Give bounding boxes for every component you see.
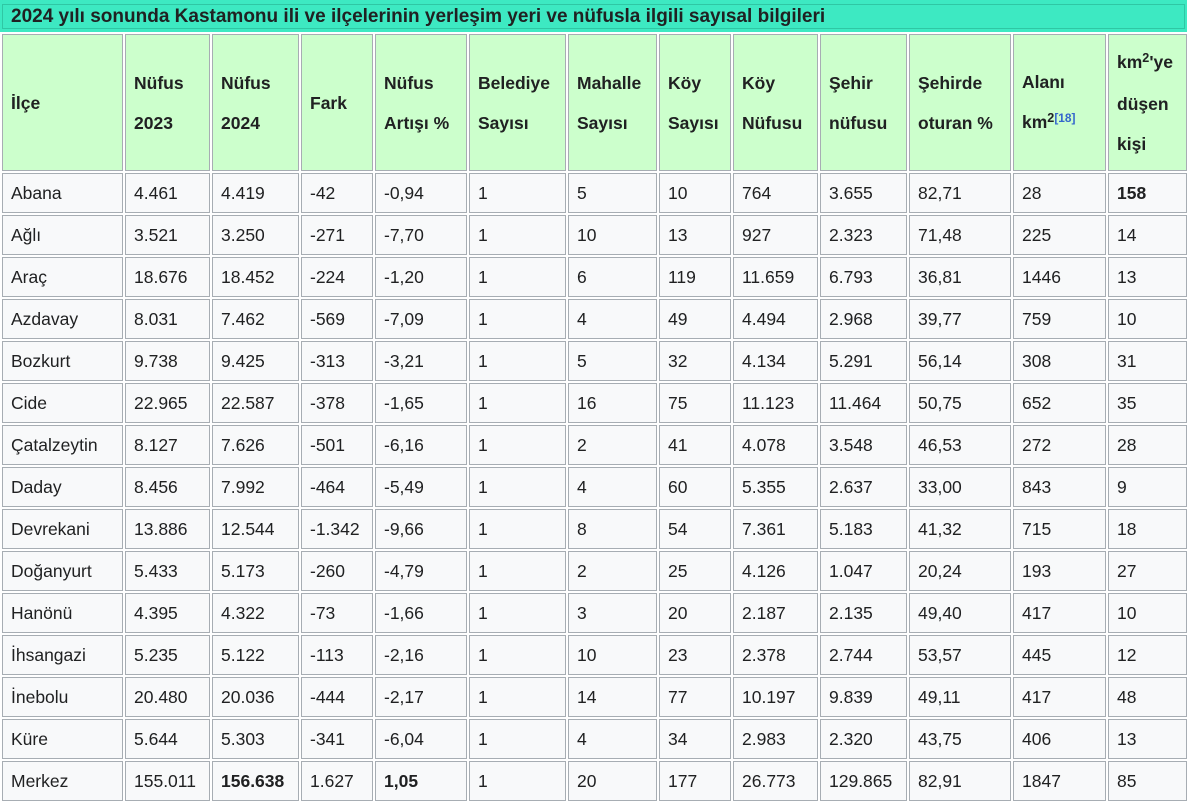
data-cell: -9,66 [375, 509, 467, 549]
data-cell: 6.793 [820, 257, 907, 297]
data-cell: 14 [568, 677, 657, 717]
data-cell: 7.992 [212, 467, 299, 507]
data-cell: 5.122 [212, 635, 299, 675]
data-cell: 10.197 [733, 677, 818, 717]
column-header-koy-sayisi [659, 34, 731, 171]
data-cell: 20.480 [125, 677, 210, 717]
data-cell: 2.320 [820, 719, 907, 759]
data-cell: 71,48 [909, 215, 1011, 255]
data-cell: 2.637 [820, 467, 907, 507]
data-cell: -569 [301, 299, 373, 339]
data-cell: 155.011 [125, 761, 210, 801]
header-line: Nüfus [221, 72, 271, 93]
data-cell: 20 [568, 761, 657, 801]
data-cell: 1 [469, 719, 566, 759]
table-row [2, 425, 1187, 465]
district-name-cell: Devrekani [2, 509, 123, 549]
data-cell: 1 [469, 383, 566, 423]
data-cell: 1 [469, 173, 566, 213]
data-cell: 10 [1108, 299, 1187, 339]
data-cell: 25 [659, 551, 731, 591]
data-cell: 23 [659, 635, 731, 675]
data-cell: -5,49 [375, 467, 467, 507]
data-cell: 272 [1013, 425, 1106, 465]
column-header-km2ye-dusen-kisi [1108, 34, 1187, 171]
data-cell: 77 [659, 677, 731, 717]
data-cell: 3.655 [820, 173, 907, 213]
data-cell: 53,57 [909, 635, 1011, 675]
header-line: Köy [668, 72, 702, 93]
district-name-cell: İnebolu [2, 677, 123, 717]
table-row [2, 677, 1187, 717]
data-cell: 10 [659, 173, 731, 213]
district-name-cell: Hanönü [2, 593, 123, 633]
data-cell: 10 [568, 215, 657, 255]
header-line: 2024 [221, 112, 260, 133]
data-cell: 28 [1013, 173, 1106, 213]
data-cell: 5 [568, 341, 657, 381]
header-line: Köy [742, 72, 776, 93]
column-header-mahalle-sayisi [568, 34, 657, 171]
data-cell: 10 [1108, 593, 1187, 633]
data-cell: 715 [1013, 509, 1106, 549]
data-cell: 2.187 [733, 593, 818, 633]
data-cell: 417 [1013, 593, 1106, 633]
data-cell: 34 [659, 719, 731, 759]
data-cell: 75 [659, 383, 731, 423]
column-header-alani-km2 [1013, 34, 1106, 171]
data-cell: 13.886 [125, 509, 210, 549]
data-cell: 18.676 [125, 257, 210, 297]
data-cell: 49,40 [909, 593, 1011, 633]
districts-table [0, 32, 1187, 801]
data-cell: 82,91 [909, 761, 1011, 801]
data-cell: 2 [568, 551, 657, 591]
column-header-nufus-2024 [212, 34, 299, 171]
data-cell: 2.135 [820, 593, 907, 633]
data-cell: 4.419 [212, 173, 299, 213]
data-cell: -378 [301, 383, 373, 423]
district-name-cell: Doğanyurt [2, 551, 123, 591]
data-cell: -2,17 [375, 677, 467, 717]
data-cell: 158 [1108, 173, 1187, 213]
data-cell: 764 [733, 173, 818, 213]
data-cell: -464 [301, 467, 373, 507]
column-header-ilce [2, 34, 123, 171]
data-cell: 18.452 [212, 257, 299, 297]
data-cell: 2 [568, 425, 657, 465]
header-line: Artışı % [384, 112, 450, 133]
district-name-cell: Cide [2, 383, 123, 423]
data-cell: 445 [1013, 635, 1106, 675]
data-cell: 6 [568, 257, 657, 297]
data-cell: 11.123 [733, 383, 818, 423]
table-body [2, 173, 1187, 801]
header-line: oturan % [918, 112, 993, 133]
data-cell: 4 [568, 719, 657, 759]
data-cell: 39,77 [909, 299, 1011, 339]
column-header-nufus-2023 [125, 34, 210, 171]
data-cell: 4 [568, 299, 657, 339]
district-name-cell: Bozkurt [2, 341, 123, 381]
data-cell: 56,14 [909, 341, 1011, 381]
data-cell: 13 [659, 215, 731, 255]
data-cell: 7.462 [212, 299, 299, 339]
header-line: 2023 [134, 112, 173, 133]
header-line: İlçe [11, 92, 41, 113]
data-cell: 4.461 [125, 173, 210, 213]
header-line: Sayısı [577, 112, 628, 133]
data-cell: 49,11 [909, 677, 1011, 717]
data-cell: 35 [1108, 383, 1187, 423]
data-cell: 9.839 [820, 677, 907, 717]
data-cell: 1.627 [301, 761, 373, 801]
data-cell: 652 [1013, 383, 1106, 423]
data-cell: 12.544 [212, 509, 299, 549]
data-cell: 20.036 [212, 677, 299, 717]
header-line: Nüfus [384, 72, 434, 93]
data-cell: 2.744 [820, 635, 907, 675]
data-cell: 32 [659, 341, 731, 381]
data-cell: 1,05 [375, 761, 467, 801]
table-row [2, 719, 1187, 759]
data-cell: -313 [301, 341, 373, 381]
data-cell: 41 [659, 425, 731, 465]
data-cell: 193 [1013, 551, 1106, 591]
header-row [2, 34, 1187, 171]
data-cell: 1.047 [820, 551, 907, 591]
data-cell: 20,24 [909, 551, 1011, 591]
table-row [2, 635, 1187, 675]
table-row [2, 509, 1187, 549]
district-name-cell: Ağlı [2, 215, 123, 255]
data-cell: 82,71 [909, 173, 1011, 213]
header-line: Nüfusu [742, 112, 803, 133]
data-cell: 3.548 [820, 425, 907, 465]
data-cell: 7.626 [212, 425, 299, 465]
data-cell: 50,75 [909, 383, 1011, 423]
data-cell: 1847 [1013, 761, 1106, 801]
data-cell: 1 [469, 551, 566, 591]
reference-link[interactable]: [18] [1054, 111, 1076, 126]
table-row [2, 173, 1187, 213]
data-cell: 177 [659, 761, 731, 801]
data-cell: 8.031 [125, 299, 210, 339]
data-cell: 7.361 [733, 509, 818, 549]
data-cell: 1 [469, 635, 566, 675]
data-cell: 3.521 [125, 215, 210, 255]
data-cell: 4 [568, 467, 657, 507]
data-cell: 11.464 [820, 383, 907, 423]
header-line: düşen [1117, 93, 1169, 114]
table-row [2, 299, 1187, 339]
data-cell: 10 [568, 635, 657, 675]
data-cell: 8.127 [125, 425, 210, 465]
header-line: Sayısı [478, 112, 529, 133]
data-cell: 54 [659, 509, 731, 549]
district-name-cell: İhsangazi [2, 635, 123, 675]
data-cell: 31 [1108, 341, 1187, 381]
district-name-cell: Çatalzeytin [2, 425, 123, 465]
data-cell: 8.456 [125, 467, 210, 507]
data-cell: 20 [659, 593, 731, 633]
table-row [2, 215, 1187, 255]
data-cell: 33,00 [909, 467, 1011, 507]
data-cell: 9.425 [212, 341, 299, 381]
data-cell: -1,65 [375, 383, 467, 423]
data-cell: 1 [469, 257, 566, 297]
data-cell: 4.126 [733, 551, 818, 591]
data-cell: -2,16 [375, 635, 467, 675]
data-cell: 14 [1108, 215, 1187, 255]
data-cell: -224 [301, 257, 373, 297]
data-cell: 13 [1108, 257, 1187, 297]
data-cell: 5.644 [125, 719, 210, 759]
data-cell: 4.322 [212, 593, 299, 633]
data-cell: 9 [1108, 467, 1187, 507]
data-cell: 18 [1108, 509, 1187, 549]
data-cell: 43,75 [909, 719, 1011, 759]
header-line: $km^2'ye$ [1117, 50, 1173, 72]
table-title-bar [0, 0, 1187, 32]
data-cell: 1 [469, 299, 566, 339]
table-row [2, 383, 1187, 423]
data-cell: -73 [301, 593, 373, 633]
data-cell: 4.134 [733, 341, 818, 381]
data-cell: -260 [301, 551, 373, 591]
data-cell: 1 [469, 215, 566, 255]
data-cell: 27 [1108, 551, 1187, 591]
data-cell: 308 [1013, 341, 1106, 381]
data-cell: 5.303 [212, 719, 299, 759]
data-cell: 60 [659, 467, 731, 507]
data-cell: -501 [301, 425, 373, 465]
district-name-cell: Küre [2, 719, 123, 759]
data-cell: 1 [469, 677, 566, 717]
column-header-nufus-artisi [375, 34, 467, 171]
data-cell: 9.738 [125, 341, 210, 381]
superscript-2: 2 [1142, 50, 1150, 65]
data-cell: -7,70 [375, 215, 467, 255]
data-cell: 417 [1013, 677, 1106, 717]
data-cell: 85 [1108, 761, 1187, 801]
data-cell: 3.250 [212, 215, 299, 255]
data-cell: 2.968 [820, 299, 907, 339]
data-cell: 16 [568, 383, 657, 423]
district-name-cell: Daday [2, 467, 123, 507]
header-line: Fark [310, 92, 347, 113]
data-cell: 5 [568, 173, 657, 213]
data-cell: 5.291 [820, 341, 907, 381]
data-cell: 28 [1108, 425, 1187, 465]
data-cell: -3,21 [375, 341, 467, 381]
data-cell: -444 [301, 677, 373, 717]
data-cell: 2.983 [733, 719, 818, 759]
table-row [2, 761, 1187, 801]
data-cell: -0,94 [375, 173, 467, 213]
data-cell: 2.323 [820, 215, 907, 255]
header-line: nüfusu [829, 112, 888, 133]
table-row [2, 593, 1187, 633]
data-cell: 48 [1108, 677, 1187, 717]
data-cell: -271 [301, 215, 373, 255]
data-cell: -1.342 [301, 509, 373, 549]
table-row [2, 467, 1187, 507]
table-title: 2024 yılı sonunda Kastamonu ili ve ilçelerinin yerleşim yeri ve nüfusla ilgili sayısal bilgileri [2, 4, 1185, 29]
data-cell: 1 [469, 761, 566, 801]
data-cell: 5.173 [212, 551, 299, 591]
data-cell: 4.078 [733, 425, 818, 465]
header-line: Belediye [478, 72, 550, 93]
data-cell: -42 [301, 173, 373, 213]
data-cell: -341 [301, 719, 373, 759]
data-cell: 225 [1013, 215, 1106, 255]
header-line: Mahalle [577, 72, 642, 93]
header-line: km$^{2[18]}$ [1022, 110, 1076, 132]
table-row [2, 257, 1187, 297]
data-cell: 13 [1108, 719, 1187, 759]
data-cell: 1446 [1013, 257, 1106, 297]
data-cell: -6,04 [375, 719, 467, 759]
column-header-fark [301, 34, 373, 171]
district-name-cell: Abana [2, 173, 123, 213]
header-line: kişi [1117, 133, 1147, 154]
district-name-cell: Merkez [2, 761, 123, 801]
data-cell: 1 [469, 341, 566, 381]
column-header-belediye-sayisi [469, 34, 566, 171]
data-cell: 5.355 [733, 467, 818, 507]
data-cell: -6,16 [375, 425, 467, 465]
data-cell: 1 [469, 509, 566, 549]
district-name-cell: Azdavay [2, 299, 123, 339]
data-cell: -113 [301, 635, 373, 675]
data-cell: 5.433 [125, 551, 210, 591]
data-cell: 49 [659, 299, 731, 339]
superscript-2: 2 [1047, 110, 1055, 125]
column-header-koy-nufusu [733, 34, 818, 171]
header-line: Şehir [829, 72, 873, 93]
header-line: Şehirde [918, 72, 983, 93]
data-cell: 1 [469, 467, 566, 507]
data-cell: 1 [469, 593, 566, 633]
data-cell: 5.183 [820, 509, 907, 549]
data-cell: 41,32 [909, 509, 1011, 549]
table-row [2, 551, 1187, 591]
data-cell: 46,53 [909, 425, 1011, 465]
data-cell: 119 [659, 257, 731, 297]
data-cell: 36,81 [909, 257, 1011, 297]
data-cell: 406 [1013, 719, 1106, 759]
header-line: Sayısı [668, 112, 719, 133]
data-cell: 5.235 [125, 635, 210, 675]
data-cell: -1,66 [375, 593, 467, 633]
data-cell: 11.659 [733, 257, 818, 297]
data-cell: 22.587 [212, 383, 299, 423]
data-cell: 12 [1108, 635, 1187, 675]
data-cell: 26.773 [733, 761, 818, 801]
data-cell: 8 [568, 509, 657, 549]
table-row [2, 341, 1187, 381]
data-cell: 4.395 [125, 593, 210, 633]
column-header-sehirde-oturan [909, 34, 1011, 171]
header-line: Alanı [1022, 71, 1065, 92]
data-cell: -4,79 [375, 551, 467, 591]
data-cell: 927 [733, 215, 818, 255]
data-cell: 759 [1013, 299, 1106, 339]
district-name-cell: Araç [2, 257, 123, 297]
data-cell: 2.378 [733, 635, 818, 675]
header-line: Nüfus [134, 72, 184, 93]
data-cell: -7,09 [375, 299, 467, 339]
column-header-sehir-nufusu [820, 34, 907, 171]
data-cell: -1,20 [375, 257, 467, 297]
data-cell: 843 [1013, 467, 1106, 507]
data-cell: 4.494 [733, 299, 818, 339]
data-cell: 3 [568, 593, 657, 633]
data-cell: 1 [469, 425, 566, 465]
data-cell: 129.865 [820, 761, 907, 801]
data-cell: 156.638 [212, 761, 299, 801]
data-cell: 22.965 [125, 383, 210, 423]
